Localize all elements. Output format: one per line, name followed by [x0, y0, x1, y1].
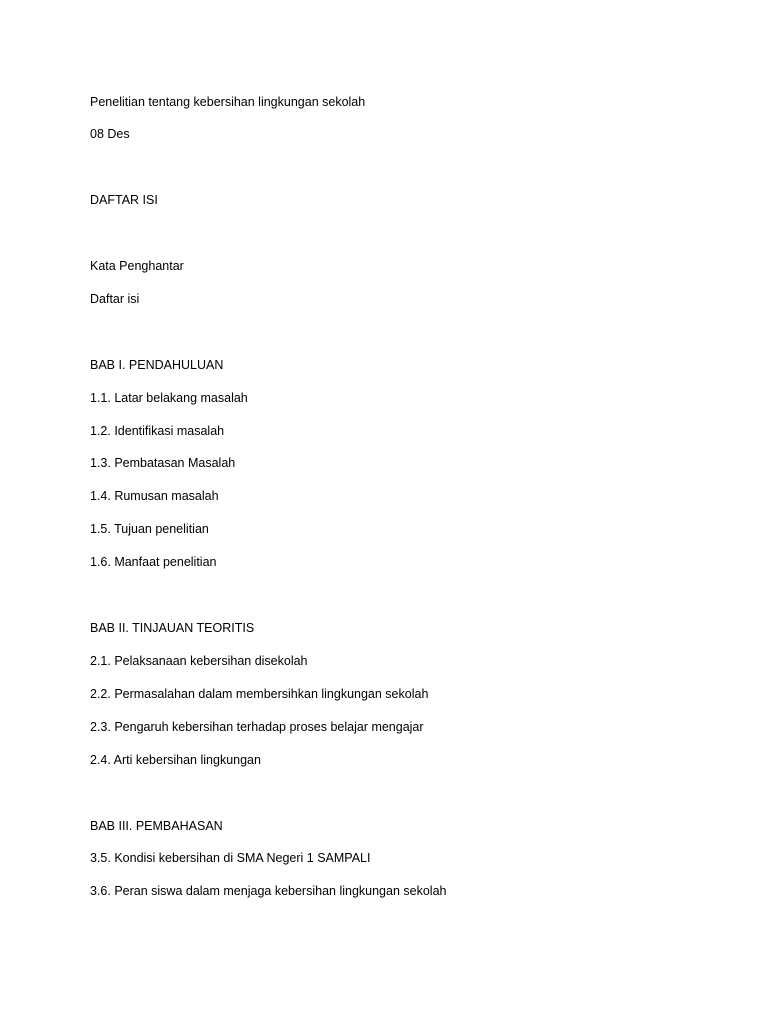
toc-item: 1.5. Tujuan penelitian: [90, 522, 209, 536]
toc-heading: DAFTAR ISI: [90, 193, 158, 207]
toc-item: 3.5. Kondisi kebersihan di SMA Negeri 1 SAMPALI: [90, 851, 371, 865]
document-title: Penelitian tentang kebersihan lingkungan sekolah: [90, 95, 366, 109]
toc-item: 2.3. Pengaruh kebersihan terhadap proses belajar mengajar: [90, 720, 424, 734]
toc-chapter-heading: BAB III. PEMBAHASAN: [90, 819, 223, 833]
toc-item: 2.4. Arti kebersihan lingkungan: [90, 753, 261, 767]
document-date: 08 Des: [90, 127, 130, 141]
toc-chapter-heading: BAB II. TINJAUAN TEORITIS: [90, 621, 255, 635]
toc-item: 1.3. Pembatasan Masalah: [90, 456, 236, 470]
toc-item: 1.4. Rumusan masalah: [90, 489, 219, 503]
toc-item: 1.1. Latar belakang masalah: [90, 391, 248, 405]
toc-item: 3.6. Peran siswa dalam menjaga kebersihan lingkungan sekolah: [90, 884, 447, 898]
toc-front-matter-item: Daftar isi: [90, 292, 140, 306]
toc-chapter-heading: BAB I. PENDAHULUAN: [90, 358, 224, 372]
toc-item: 2.1. Pelaksanaan kebersihan disekolah: [90, 654, 308, 668]
toc-item: 1.2. Identifikasi masalah: [90, 424, 225, 438]
toc-front-matter-item: Kata Penghantar: [90, 259, 184, 273]
toc-item: 1.6. Manfaat penelitian: [90, 555, 217, 569]
toc-item: 2.2. Permasalahan dalam membersihkan lingkungan sekolah: [90, 687, 429, 701]
